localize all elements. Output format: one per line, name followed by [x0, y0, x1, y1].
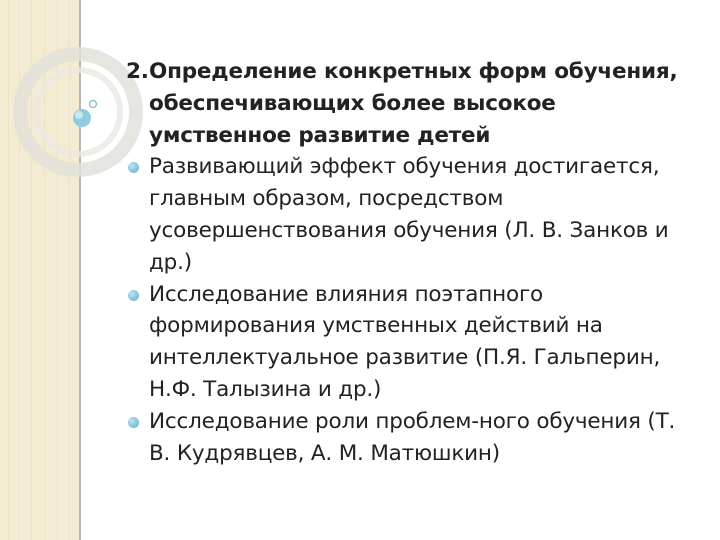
heading-number: 2. — [126, 59, 149, 84]
bullet-icon — [128, 417, 139, 428]
bullet-text: Исследование влияния поэтапного формирования умственных действий на интеллектуальное развитие (П.Я. Гальперин, Н.Ф. Талызина и др.) — [149, 281, 661, 402]
bullet-text: Развивающий эффект обучения достигается, главным образом, посредством усовершенствования обучения (Л. В. Занков и др.) — [149, 154, 669, 275]
heading-text: Определение конкретных форм обучения, обеспечивающих более высокое умственное развитие детей — [149, 59, 678, 148]
slide-content — [126, 56, 696, 469]
bullet-icon — [128, 162, 139, 173]
list-item — [126, 406, 696, 470]
list-item — [126, 279, 696, 406]
bullet-text: Исследование роли проблем-ного обучения (Т. В. Кудрявцев, А. М. Матюшкин) — [149, 408, 676, 466]
list-item — [126, 151, 696, 278]
slide-heading — [126, 56, 696, 151]
bullet-icon — [128, 290, 139, 301]
bullet-list — [126, 151, 696, 469]
